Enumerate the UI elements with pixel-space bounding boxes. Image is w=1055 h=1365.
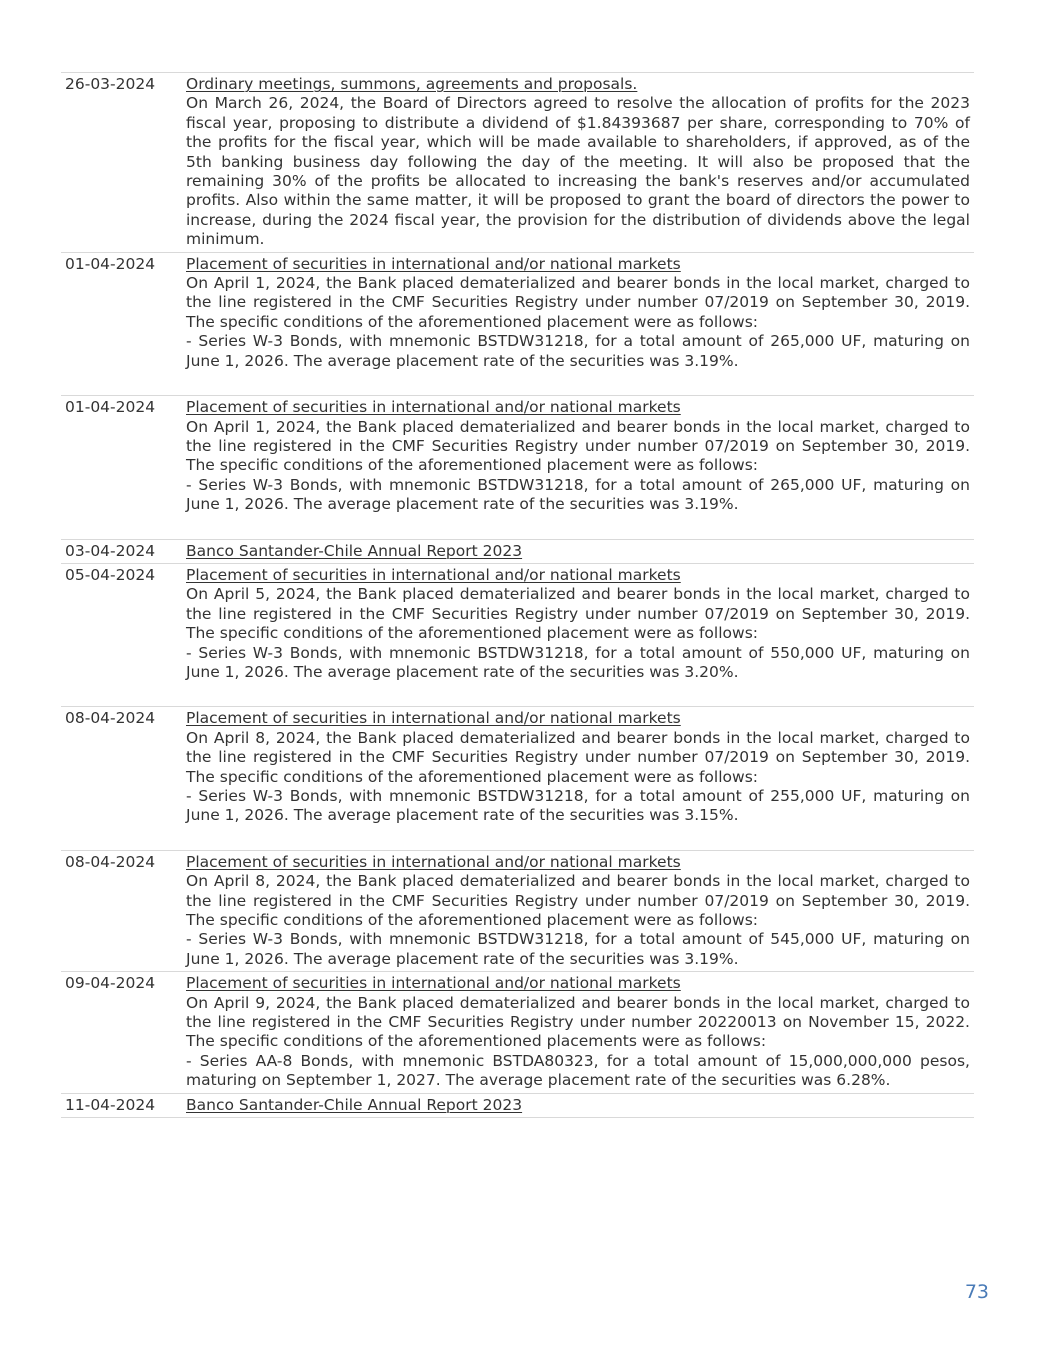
- event-title-link[interactable]: Ordinary meetings, summons, agreements and proposals.: [186, 75, 638, 93]
- event-title-link[interactable]: Banco Santander-Chile Annual Report 2023: [186, 1095, 523, 1114]
- event-date: 01-04-2024: [65, 398, 156, 417]
- event-detail: - Series W-3 Bonds, with mnemonic BSTDW31218, for a total amount of 265,000 UF, maturing on June 1, 2026. The average placement rate of the securities was 3.19%.: [186, 475, 970, 514]
- event-row: [61, 73, 974, 253]
- event-content: [186, 564, 974, 706]
- event-body: On April 9, 2024, the Bank placed dematerialized and bearer bonds in the local market, charged to the line registered in the CMF Securities Registry under number 20220013 on November 15, 2022. The specific conditions of the aforementioned placements were as follows:: [186, 993, 970, 1051]
- event-body: On April 1, 2024, the Bank placed dematerialized and bearer bonds in the local market, charged to the line registered in the CMF Securities Registry under number 07/2019 on September 30, 2019. The specific conditions of the aforementioned placement were as follows:: [186, 417, 970, 475]
- event-detail: - Series W-3 Bonds, with mnemonic BSTDW31218, for a total amount of 265,000 UF, maturing on June 1, 2026. The average placement rate of the securities was 3.19%.: [186, 332, 970, 370]
- event-row: [61, 396, 974, 539]
- event-content: [186, 73, 974, 252]
- row-spacer: [186, 682, 970, 704]
- event-date: 08-04-2024: [65, 852, 156, 871]
- event-body: On April 8, 2024, the Bank placed dematerialized and bearer bonds in the local market, charged to the line registered in the CMF Securities Registry under number 07/2019 on September 30, 2019. The specific conditions of the aforementioned placement were as follows:: [186, 728, 970, 786]
- page-number: 73: [964, 1281, 989, 1303]
- event-content: [186, 396, 974, 538]
- event-detail: - Series W-3 Bonds, with mnemonic BSTDW31218, for a total amount of 255,000 UF, maturing on June 1, 2026. The average placement rate of the securities was 3.15%.: [186, 787, 970, 825]
- event-row: [61, 707, 974, 850]
- event-date: 11-04-2024: [65, 1095, 156, 1114]
- event-detail: - Series AA-8 Bonds, with mnemonic BSTDA80323, for a total amount of 15,000,000,000 pesos, maturing on September 1, 2027. The average placement rate of the securities was 6.28%.: [186, 1051, 970, 1090]
- event-content: [186, 972, 974, 1092]
- event-body: On April 8, 2024, the Bank placed dematerialized and bearer bonds in the local market, charged to the line registered in the CMF Securities Registry under number 07/2019 on September 30, 2019. The specific conditions of the aforementioned placement were as follows:: [186, 872, 970, 930]
- row-spacer: [186, 371, 970, 393]
- event-date: 03-04-2024: [65, 541, 156, 560]
- event-body: On March 26, 2024, the Board of Directors agreed to resolve the allocation of profits for the 2023 fiscal year, proposing to distribute a dividend of $1.84393687 per share, corresponding to 70% of the profits for the fiscal year, which will be made available to shareholders, if approved, as of the 5th banking business day following the day of the meeting. It will also be proposed that the remaining 30% of the profits be allocated to increasing the bank's reserves and/or accumulated profits. Also within the same matter, it will be proposed to grant the board of directors the power to increase, during the 2024 fiscal year, the provision for the distribution of dividends above the legal minimum.: [186, 94, 970, 249]
- row-spacer: [186, 826, 970, 848]
- event-row: [61, 1094, 974, 1118]
- event-detail: - Series W-3 Bonds, with mnemonic BSTDW31218, for a total amount of 545,000 UF, maturing on June 1, 2026. The average placement rate of the securities was 3.19%.: [186, 930, 970, 968]
- event-title-link[interactable]: Placement of securities in international and/or national markets: [186, 852, 681, 871]
- event-title-link[interactable]: Placement of securities in international and/or national markets: [186, 565, 681, 584]
- event-row: [61, 253, 974, 396]
- event-date: 01-04-2024: [65, 254, 156, 273]
- event-content: [186, 1094, 974, 1117]
- event-row: [61, 564, 974, 707]
- event-title-link[interactable]: Placement of securities in international and/or national markets: [186, 974, 681, 993]
- event-row: [61, 972, 974, 1093]
- event-title-link[interactable]: Placement of securities in international and/or national markets: [186, 398, 681, 417]
- event-title-link[interactable]: Placement of securities in international and/or national markets: [186, 254, 681, 273]
- event-date: 05-04-2024: [65, 565, 156, 584]
- event-body: On April 5, 2024, the Bank placed dematerialized and bearer bonds in the local market, charged to the line registered in the CMF Securities Registry under number 07/2019 on September 30, 2019. The specific conditions of the aforementioned placement were as follows:: [186, 585, 970, 643]
- event-content: [186, 707, 974, 849]
- event-date: 08-04-2024: [65, 709, 156, 728]
- event-row: [61, 851, 974, 972]
- event-body: On April 1, 2024, the Bank placed dematerialized and bearer bonds in the local market, charged to the line registered in the CMF Securities Registry under number 07/2019 on September 30, 2019. The specific conditions of the aforementioned placement were as follows:: [186, 274, 970, 331]
- event-title-link[interactable]: Placement of securities in international and/or national markets: [186, 709, 681, 728]
- row-spacer: [186, 515, 970, 537]
- event-date: 09-04-2024: [65, 974, 156, 993]
- event-content: [186, 540, 974, 563]
- event-content: [186, 253, 974, 395]
- event-content: [186, 851, 974, 971]
- events-table: [61, 72, 974, 1118]
- event-detail: - Series W-3 Bonds, with mnemonic BSTDW31218, for a total amount of 550,000 UF, maturing on June 1, 2026. The average placement rate of the securities was 3.20%.: [186, 643, 970, 681]
- event-row: [61, 540, 974, 564]
- event-date: 26-03-2024: [65, 75, 156, 93]
- event-title-link[interactable]: Banco Santander-Chile Annual Report 2023: [186, 541, 523, 560]
